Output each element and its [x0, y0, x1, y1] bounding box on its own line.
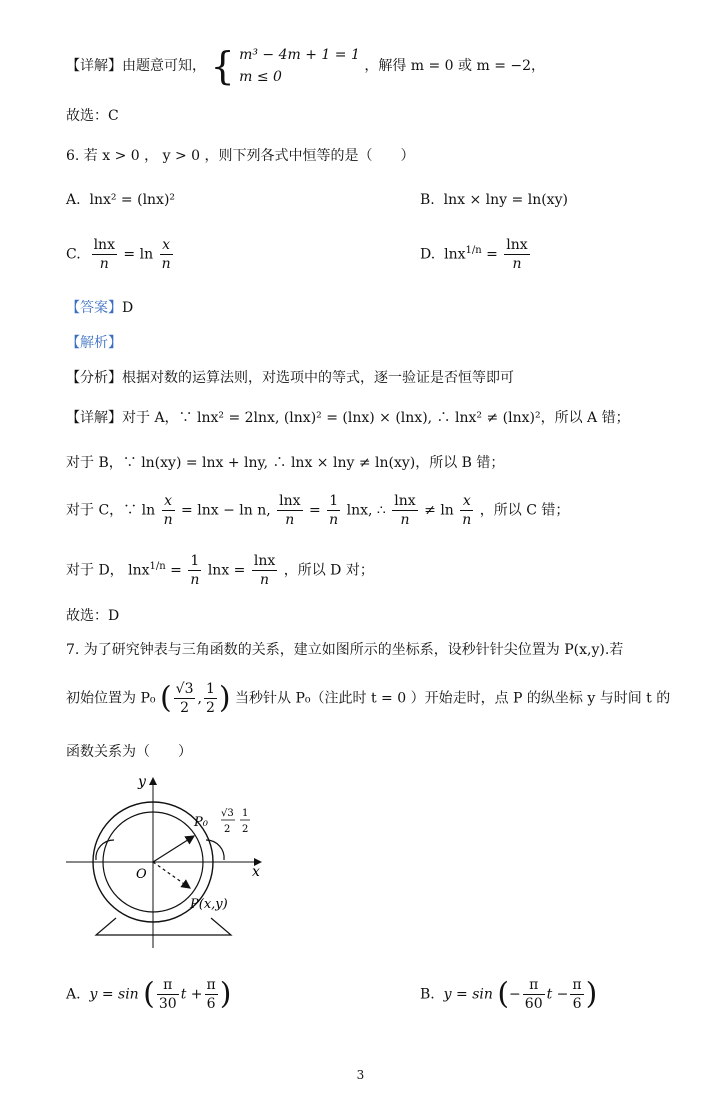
detail-result: ，解得 m = 0 或 m = −2，: [364, 58, 546, 74]
detail-c-d4: n: [392, 510, 417, 529]
equation-system: [239, 44, 360, 88]
detail-c-f4: [392, 492, 417, 529]
q7-a-f2: [205, 976, 218, 1013]
detail-d-m1: =: [170, 562, 182, 579]
q6-a-expr: lnx² = (lnx)²: [89, 192, 176, 208]
q6-d-label: D.: [420, 246, 436, 263]
q7-a-pre: y = sin: [89, 986, 139, 1003]
q7-paren-open: (: [159, 680, 172, 716]
detail-d-f1: [188, 552, 201, 589]
system-eq1: m³ − 4m + 1 = 1: [239, 47, 360, 63]
detail-c-f2: [277, 492, 302, 529]
q7-b-sign: −: [509, 986, 521, 1003]
detail-c-d3: n: [329, 512, 339, 528]
question-6-stem: 6. 若 x > 0 ， y > 0 ，则下列各式中恒等的是（ ）: [66, 148, 415, 164]
fig-label-origin: O: [136, 867, 147, 882]
detail-d-pre: 对于 D，: [66, 562, 124, 579]
detail-label: 【详解】由题意可知，: [66, 58, 206, 74]
fig-p0-n1: √3: [221, 808, 234, 819]
detail-c-m3: lnx, ∴: [346, 502, 386, 519]
detail-d-base: lnx: [128, 562, 150, 579]
system-brace: {: [210, 44, 235, 88]
q6-option-c: [66, 236, 175, 273]
q7-init-f1: [174, 680, 196, 717]
detail-c-d2: n: [277, 510, 302, 529]
detail-c-n5: x: [462, 493, 471, 509]
detail-d-m2: lnx =: [207, 562, 246, 579]
q7-init-d2: 2: [205, 700, 215, 716]
detail-d: [66, 552, 374, 589]
q7-a-label: A.: [66, 986, 81, 1003]
detail-c-m2: =: [308, 502, 321, 519]
detail-c-f3: [327, 492, 340, 529]
q6-option-a: [66, 190, 175, 210]
q7-a-paren-open: (: [143, 976, 155, 1012]
q7-a-paren-close: ): [219, 976, 232, 1012]
q6-c-label: C.: [66, 246, 81, 263]
q6-c-eq: = ln: [123, 246, 154, 263]
detail-c-d5: n: [462, 512, 472, 528]
q7-init-d1: 2: [174, 698, 196, 717]
q6-c-den: n: [92, 254, 117, 273]
q7-b-paren-open: (: [497, 976, 510, 1012]
q6-a-label: A.: [66, 192, 81, 208]
q6-d-exp: 1/n: [465, 244, 482, 256]
q7-b-d1: 60: [524, 996, 543, 1012]
q7-a-f1: [157, 976, 179, 1013]
second-hand-initial: [153, 836, 194, 862]
q7-a-mid: t +: [180, 986, 203, 1003]
detail-a: 【详解】对于 A，∵ lnx² = 2lnx, (lnx)² = (lnx) × (lnx), ∴ lnx² ≠ (lnx)²，所以 A 错；: [66, 410, 630, 426]
q7-b-f1: [523, 976, 545, 1013]
detail-c-n1: x: [164, 493, 173, 509]
q7-b-n2: π: [572, 977, 582, 993]
answer-line: [66, 298, 133, 318]
q7-option-b: [420, 976, 597, 1013]
fig-p0-n2: 1: [242, 808, 249, 819]
q7-init-post: 当秒针从 P₀（注此时 t = 0 ）开始走时，点 P 的纵坐标 y 与时间 t 的: [235, 690, 671, 707]
clock-bell-right: [206, 840, 224, 860]
q7-a-d1: 30: [158, 996, 177, 1012]
analysis-tag: 【解析】: [66, 335, 122, 351]
q7-b-f2: [570, 976, 583, 1013]
detail-c-post: ，所以 C 错；: [479, 502, 570, 519]
question-7-line-1: 7. 为了研究钟表与三角函数的关系，建立如图所示的坐标系，设秒针针尖位置为 P(x,y).若: [66, 642, 624, 658]
q7-init-n1: √3: [175, 681, 194, 697]
q6-c-frac: [92, 236, 117, 273]
q7-b-d2: 6: [570, 994, 583, 1013]
detail-d-d1: n: [190, 572, 200, 588]
q7-init-n2: 1: [205, 681, 215, 697]
q7-init-f2: [204, 680, 217, 717]
question-7-line-3: 函数关系为（ ）: [66, 744, 192, 760]
fig-p0-d1: 2: [224, 824, 231, 835]
choose-d: 故选：D: [66, 608, 120, 624]
detail-d-n2: lnx: [253, 553, 276, 569]
answer-tag: 【答案】: [66, 300, 122, 316]
detail-d-exp: 1/n: [149, 560, 166, 572]
analysis-text: 【分析】根据对数的运算法则，对选项中的等式，逐一验证是否恒等即可: [66, 370, 514, 386]
detail-c-f1: [162, 492, 175, 529]
detail-c-n3: 1: [329, 493, 339, 509]
detail-c-f5: [460, 492, 473, 529]
q6-b-label: B.: [420, 192, 435, 208]
q7-a-n2: π: [206, 977, 216, 993]
detail-d-post: ，所以 D 对；: [283, 562, 374, 579]
fig-p0-d2: 2: [242, 824, 249, 835]
detail-c-n4: lnx: [394, 493, 416, 509]
detail-c-pre: 对于 C，∵ ln: [66, 502, 156, 519]
q6-c-num: lnx: [93, 237, 115, 253]
q7-a-d2: 6: [205, 994, 218, 1013]
q6-d-base: lnx: [444, 246, 466, 263]
fig-label-x: x: [252, 864, 260, 880]
q6-c-frac2: [160, 236, 173, 273]
q7-b-n1: π: [529, 977, 539, 993]
second-hand-moving: [153, 862, 190, 888]
q6-d-eq: =: [486, 246, 498, 263]
detail-c-m1: = lnx − ln n,: [181, 502, 271, 519]
q7-b-pre: y = sin: [443, 986, 493, 1003]
question-7-line-2: 初始位置为 P₀ ( $\frac{√3}{2}$ , $\frac{1}{2}$ ) 当秒针从 P₀（注此时 t = 0 ）开始走时，点 P 的纵坐标 y 与时间 t 的: [66, 680, 671, 716]
page-number: 3: [356, 1068, 365, 1082]
q7-paren-close: ): [218, 680, 231, 716]
q7-a-n1: π: [163, 977, 173, 993]
q7-b-paren-close: ): [585, 976, 598, 1012]
q6-d-den: n: [504, 254, 529, 273]
detail-c-d1: n: [163, 512, 173, 528]
q6-option-b: [420, 190, 568, 210]
q6-option-d: [420, 236, 532, 273]
fig-label-p: P(x,y): [190, 897, 228, 912]
q7-init-pre: 初始位置为 P₀: [66, 690, 156, 707]
q7-b-label: B.: [420, 986, 435, 1003]
q7-b-mid: t −: [546, 986, 569, 1003]
detail-c-n2: lnx: [279, 493, 301, 509]
q6-d-num: lnx: [506, 237, 528, 253]
detail-d-d2: n: [252, 570, 277, 589]
detail-c: [66, 492, 569, 529]
q7-option-a: [66, 976, 231, 1013]
answer-value: D: [122, 300, 134, 316]
detail-d-n1: 1: [190, 553, 200, 569]
system-eq2: m ≤ 0: [239, 69, 282, 85]
detail-b: 对于 B，∵ ln(xy) = lnx + lny, ∴ lnx × lny ≠ ln(xy)，所以 B 错；: [66, 455, 505, 471]
q6-c-num2: x: [162, 237, 171, 253]
detail-c-m4: ≠ ln: [424, 502, 454, 519]
detail-d-f2: [252, 552, 277, 589]
choose-c: 故选：C: [66, 108, 119, 124]
q6-b-expr: lnx × lny = ln(xy): [443, 192, 568, 208]
q6-c-den2: n: [161, 256, 171, 272]
detail-line-1: [66, 44, 545, 88]
q6-d-frac: [504, 236, 529, 273]
fig-label-p0: P₀: [194, 815, 208, 830]
clock-figure: [66, 770, 286, 950]
fig-label-y: y: [138, 774, 146, 790]
